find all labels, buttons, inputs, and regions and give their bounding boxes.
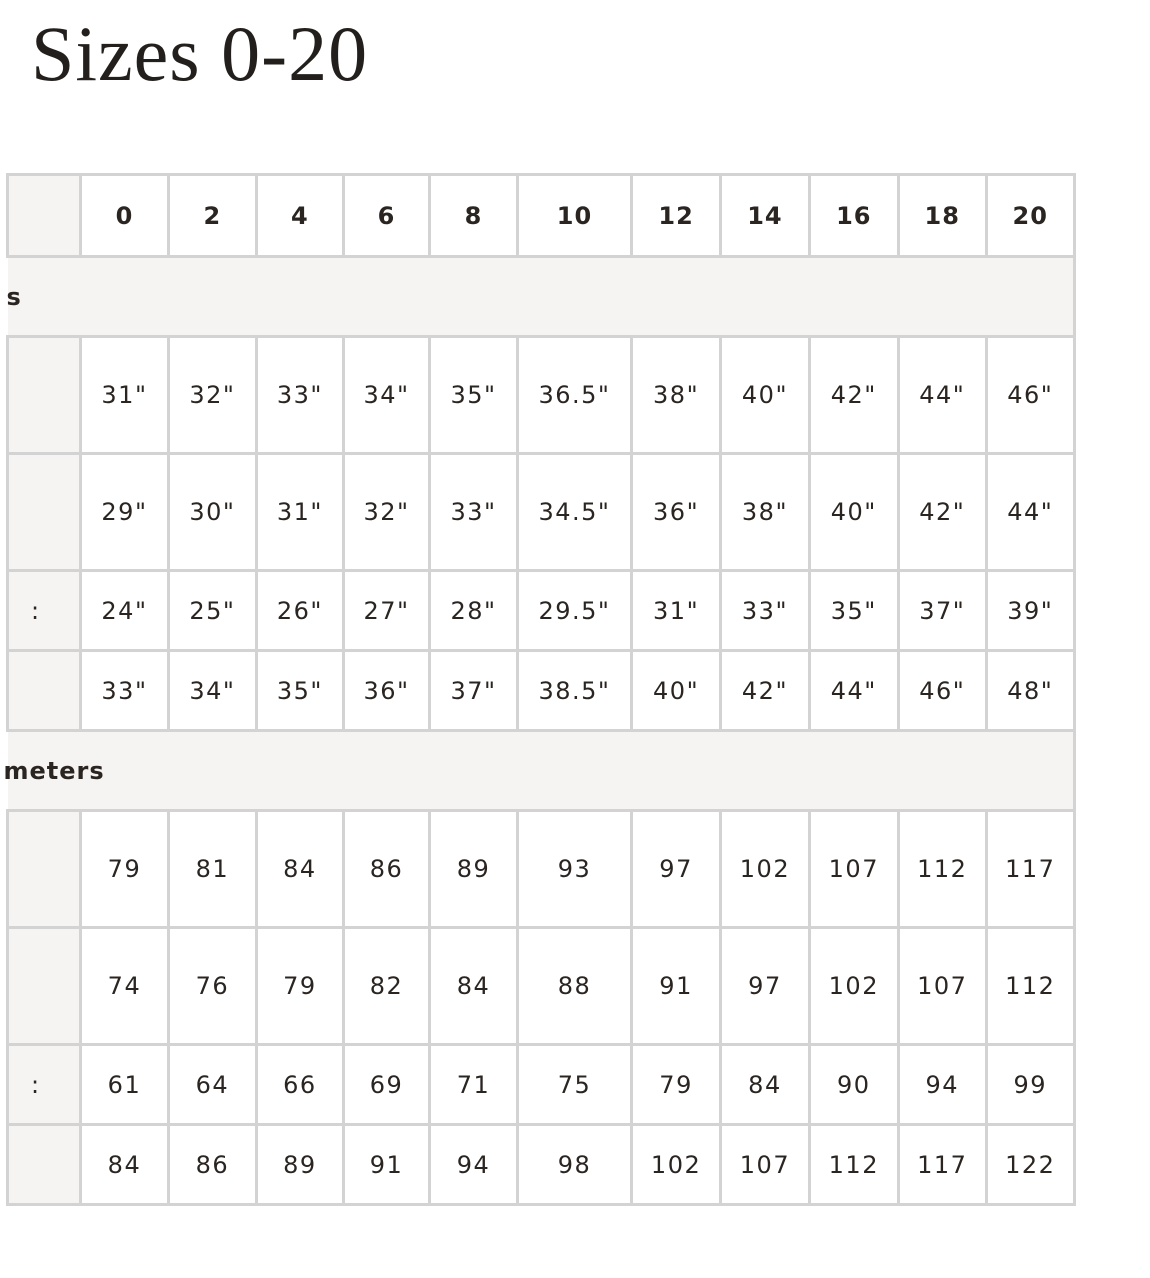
measurement-cell-size-16: 102	[809, 928, 898, 1045]
size-header-row	[8, 175, 1075, 257]
size-header-4: 4	[256, 175, 343, 257]
measurement-cell-size-12: 38"	[631, 337, 720, 454]
measurement-cell-size-20: 46"	[986, 337, 1075, 454]
measurement-cell-size-8: 35"	[430, 337, 518, 454]
measurement-cell-size-18: 94	[898, 1045, 986, 1125]
measurement-cell-size-6: 86	[343, 811, 429, 928]
measurement-cell-size-4: 35"	[256, 651, 343, 731]
measurement-cell-size-4: 33"	[256, 337, 343, 454]
measurement-cell-size-0: 61	[80, 1045, 168, 1125]
size-header-8: 8	[430, 175, 518, 257]
measurement-cell-size-0: 79	[80, 811, 168, 928]
measurement-row	[8, 1045, 1075, 1125]
size-header-14: 14	[721, 175, 809, 257]
measurement-cell-size-18: 42"	[898, 454, 986, 571]
measurement-cell-size-4: 79	[256, 928, 343, 1045]
measurement-row-label-text: :	[31, 596, 41, 625]
measurement-row-label	[8, 1125, 81, 1205]
measurement-cell-size-4: 26"	[256, 571, 343, 651]
measurement-row-label	[8, 571, 81, 651]
measurement-row	[8, 454, 1075, 571]
measurement-cell-size-0: 31"	[80, 337, 168, 454]
section-header-label: meters	[8, 731, 1075, 811]
size-header-0: 0	[80, 175, 168, 257]
measurement-cell-size-12: 97	[631, 811, 720, 928]
measurement-cell-size-20: 112	[986, 928, 1075, 1045]
measurement-cell-size-10: 38.5"	[518, 651, 632, 731]
section-header-label: s	[8, 257, 1075, 337]
measurement-cell-size-10: 34.5"	[518, 454, 632, 571]
size-header-corner	[8, 175, 81, 257]
measurement-cell-size-20: 44"	[986, 454, 1075, 571]
measurement-cell-size-10: 75	[518, 1045, 632, 1125]
measurement-cell-size-14: 84	[721, 1045, 809, 1125]
measurement-row-label	[8, 454, 81, 571]
measurement-cell-size-8: 84	[430, 928, 518, 1045]
measurement-cell-size-4: 31"	[256, 454, 343, 571]
measurement-row	[8, 337, 1075, 454]
measurement-cell-size-2: 81	[168, 811, 256, 928]
measurement-cell-size-12: 31"	[631, 571, 720, 651]
measurement-cell-size-14: 33"	[721, 571, 809, 651]
measurement-cell-size-2: 25"	[168, 571, 256, 651]
measurement-row-label	[8, 811, 81, 928]
measurement-cell-size-0: 24"	[80, 571, 168, 651]
measurement-cell-size-14: 38"	[721, 454, 809, 571]
measurement-cell-size-18: 46"	[898, 651, 986, 731]
measurement-cell-size-10: 88	[518, 928, 632, 1045]
measurement-cell-size-18: 107	[898, 928, 986, 1045]
measurement-cell-size-10: 98	[518, 1125, 632, 1205]
measurement-cell-size-8: 71	[430, 1045, 518, 1125]
measurement-cell-size-0: 29"	[80, 454, 168, 571]
measurement-cell-size-12: 79	[631, 1045, 720, 1125]
measurement-cell-size-18: 117	[898, 1125, 986, 1205]
size-header-18: 18	[898, 175, 986, 257]
measurement-cell-size-8: 37"	[430, 651, 518, 731]
measurement-cell-size-0: 33"	[80, 651, 168, 731]
size-chart-scroll-area[interactable]	[3, 173, 1100, 1209]
measurement-cell-size-14: 42"	[721, 651, 809, 731]
measurement-cell-size-6: 69	[343, 1045, 429, 1125]
measurement-cell-size-6: 34"	[343, 337, 429, 454]
measurement-cell-size-2: 76	[168, 928, 256, 1045]
measurement-cell-size-16: 42"	[809, 337, 898, 454]
measurement-cell-size-20: 122	[986, 1125, 1075, 1205]
measurement-row-label	[8, 1045, 81, 1125]
size-header-2: 2	[168, 175, 256, 257]
measurement-row	[8, 1125, 1075, 1205]
measurement-row	[8, 928, 1075, 1045]
measurement-cell-size-18: 44"	[898, 337, 986, 454]
measurement-cell-size-0: 84	[80, 1125, 168, 1205]
measurement-cell-size-14: 40"	[721, 337, 809, 454]
measurement-cell-size-4: 66	[256, 1045, 343, 1125]
measurement-cell-size-16: 112	[809, 1125, 898, 1205]
measurement-cell-size-8: 89	[430, 811, 518, 928]
measurement-cell-size-12: 102	[631, 1125, 720, 1205]
measurement-cell-size-18: 37"	[898, 571, 986, 651]
measurement-cell-size-18: 112	[898, 811, 986, 928]
measurement-cell-size-0: 74	[80, 928, 168, 1045]
measurement-cell-size-12: 91	[631, 928, 720, 1045]
measurement-cell-size-14: 107	[721, 1125, 809, 1205]
measurement-cell-size-14: 102	[721, 811, 809, 928]
size-chart-table	[3, 173, 1076, 1206]
measurement-cell-size-12: 40"	[631, 651, 720, 731]
measurement-cell-size-20: 48"	[986, 651, 1075, 731]
measurement-cell-size-10: 36.5"	[518, 337, 632, 454]
measurement-cell-size-6: 91	[343, 1125, 429, 1205]
size-header-12: 12	[631, 175, 720, 257]
measurement-cell-size-20: 39"	[986, 571, 1075, 651]
measurement-cell-size-2: 34"	[168, 651, 256, 731]
measurement-row-label	[8, 337, 81, 454]
measurement-cell-size-10: 93	[518, 811, 632, 928]
measurement-row-label-text: :	[31, 1070, 41, 1099]
measurement-cell-size-6: 27"	[343, 571, 429, 651]
measurement-row	[8, 571, 1075, 651]
measurement-cell-size-16: 107	[809, 811, 898, 928]
measurement-cell-size-20: 117	[986, 811, 1075, 928]
measurement-cell-size-12: 36"	[631, 454, 720, 571]
measurement-cell-size-14: 97	[721, 928, 809, 1045]
measurement-cell-size-10: 29.5"	[518, 571, 632, 651]
measurement-row-label	[8, 651, 81, 731]
measurement-cell-size-16: 40"	[809, 454, 898, 571]
measurement-row	[8, 811, 1075, 928]
size-header-10: 10	[518, 175, 632, 257]
measurement-cell-size-16: 44"	[809, 651, 898, 731]
measurement-cell-size-2: 86	[168, 1125, 256, 1205]
measurement-cell-size-8: 94	[430, 1125, 518, 1205]
measurement-cell-size-16: 35"	[809, 571, 898, 651]
page-title: Sizes 0-20	[31, 10, 369, 97]
size-header-16: 16	[809, 175, 898, 257]
measurement-cell-size-2: 32"	[168, 337, 256, 454]
size-header-6: 6	[343, 175, 429, 257]
measurement-row	[8, 651, 1075, 731]
measurement-cell-size-4: 89	[256, 1125, 343, 1205]
measurement-cell-size-6: 32"	[343, 454, 429, 571]
measurement-cell-size-20: 99	[986, 1045, 1075, 1125]
measurement-cell-size-16: 90	[809, 1045, 898, 1125]
measurement-cell-size-2: 30"	[168, 454, 256, 571]
measurement-cell-size-4: 84	[256, 811, 343, 928]
measurement-cell-size-6: 82	[343, 928, 429, 1045]
section-header-row	[8, 257, 1075, 337]
size-header-20: 20	[986, 175, 1075, 257]
measurement-cell-size-2: 64	[168, 1045, 256, 1125]
measurement-row-label	[8, 928, 81, 1045]
section-header-row	[8, 731, 1075, 811]
measurement-cell-size-6: 36"	[343, 651, 429, 731]
measurement-cell-size-8: 33"	[430, 454, 518, 571]
measurement-cell-size-8: 28"	[430, 571, 518, 651]
